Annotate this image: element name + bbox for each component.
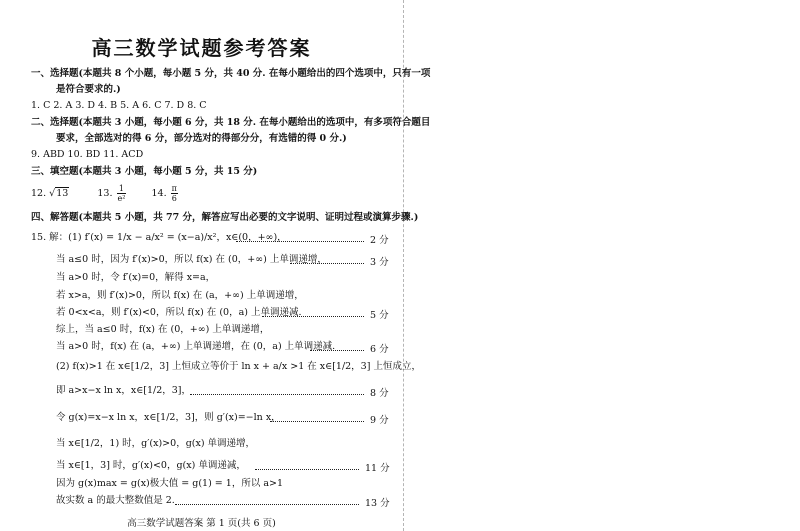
solution-text: (2) f(x)>1 在 x∈[1/2，3] 上恒成立等价于 ln x + a/x >1 在 x∈[1/2，3] 上恒成立，	[56, 361, 421, 372]
dot-leader	[262, 316, 364, 317]
solution-text: 若 0<x<a，则 f′(x)<0，所以 f(x) 在 (0，a) 上单调递减.	[56, 307, 302, 318]
section2-heading: 二、选择题(本题共 3 小题，每小题 6 分，共 18 分. 在每小题给出的选项中，有多项符合题目	[31, 117, 431, 128]
answer-14-numerator: π	[171, 184, 177, 193]
score-label: 13 分	[365, 498, 390, 509]
solution-text: 15. 解：(1) f′(x) = 1/x − a/x² = (x−a)/x²，x∈(0，+∞)，	[31, 232, 287, 243]
page-title: 高三数学试题参考答案	[91, 36, 312, 60]
answer-13-numerator: 1	[117, 184, 127, 194]
score-label: 9 分	[370, 415, 389, 426]
score-label: 6 分	[370, 344, 389, 355]
score-label: 8 分	[370, 388, 389, 399]
score-label: 11 分	[365, 463, 390, 474]
dot-leader	[175, 504, 359, 505]
dot-leader	[310, 350, 364, 351]
score-label: 3 分	[370, 257, 389, 268]
answer-14-label: 14.	[151, 188, 167, 199]
section1-heading: 一、选择题(本题共 8 个小题，每小题 5 分，共 40 分. 在每小题给出的四个选项中，只有一项	[31, 68, 431, 79]
solution-text: 当 a>0 时，f(x) 在 (a，+∞) 上单调递增，在 (0，a) 上单调递减.	[56, 341, 336, 352]
solution-text: 令 g(x)=x−x ln x，x∈[1/2，3]，则 g′(x)=−ln x，	[56, 412, 281, 423]
answer-13-denominator: e²	[117, 194, 126, 203]
solution-text: 即 a>x−x ln x，x∈[1/2，3]，	[56, 385, 192, 396]
solution-text: 因为 g(x)max = g(x)极大值 = g(1) = 1，所以 a>1	[56, 478, 284, 489]
answer-14-denominator: 6	[171, 194, 177, 203]
section3-answers	[31, 184, 179, 204]
solution-text: 当 x∈[1，3] 时，g′(x)<0，g(x) 单调递减，	[56, 460, 246, 471]
section1-heading-cont: 是符合要求的.)	[56, 84, 121, 95]
section2-heading-cont: 要求，全部选对的得 6 分，部分选对的得部分分，有选错的得 0 分.)	[56, 133, 347, 144]
section2-answers: 9. ABD 10. BD 11. ACD	[31, 149, 144, 160]
solution-text: 当 x∈[1/2，1) 时，g′(x)>0，g(x) 单调递增，	[56, 438, 256, 449]
solution-text: 故实数 a 的最大整数值是 2.	[56, 495, 175, 506]
solution-text: 综上，当 a≤0 时，f(x) 在 (0，+∞) 上单调递增，	[56, 324, 270, 335]
answer-14-fraction	[171, 184, 178, 203]
dot-leader	[290, 263, 364, 264]
section3-heading: 三、填空题(本题共 3 小题，每小题 5 分，共 15 分)	[31, 166, 258, 177]
dot-leader	[255, 469, 359, 470]
dot-leader	[190, 394, 364, 395]
answer-12-value: 13	[56, 188, 69, 199]
section4-heading: 四、解答题(本题共 5 小题，共 77 分，解答应写出必要的文字说明、证明过程或演算步骤.)	[31, 212, 419, 223]
sqrt-symbol: √	[49, 188, 56, 199]
solution-text: 当 a>0 时，令 f′(x)=0，解得 x=a，	[56, 272, 216, 283]
answer-13-label: 13.	[97, 188, 113, 199]
answer-13-fraction	[117, 184, 127, 203]
page-footer: 高三数学试题答案 第 1 页(共 6 页)	[127, 518, 276, 529]
answer-12-label: 12.	[31, 188, 47, 199]
score-label: 5 分	[370, 310, 389, 321]
dot-leader	[236, 241, 364, 242]
score-label: 2 分	[370, 235, 389, 246]
section1-answers: 1. C 2. A 3. D 4. B 5. A 6. C 7. D 8. C	[31, 100, 207, 111]
dot-leader	[270, 421, 364, 422]
solution-text: 当 a≤0 时，因为 f′(x)>0，所以 f(x) 在 (0，+∞) 上单调递增，	[56, 254, 327, 265]
solution-text: 若 x>a，则 f′(x)>0，所以 f(x) 在 (a，+∞) 上单调递增，	[56, 290, 304, 301]
